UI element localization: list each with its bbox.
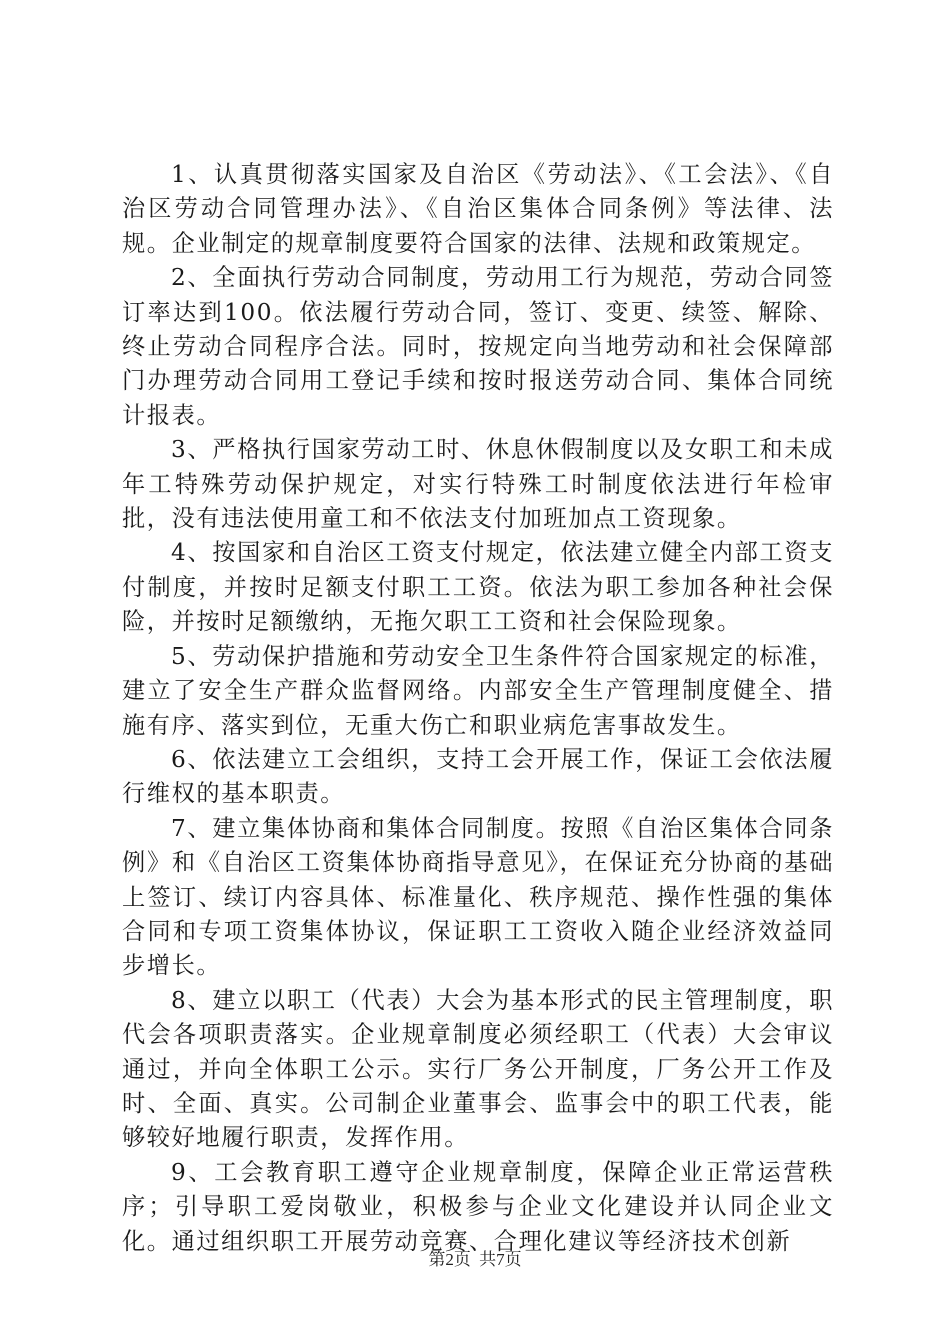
paragraph-1: 1、认真贯彻落实国家及自治区《劳动法》、《工会法》、《自治区劳动合同管理办法》、《自治区集体合同条例》等法律、法规。企业制定的规章制度要符合国家的法律、法规和政策规定。: [122, 161, 834, 257]
paragraph-7: 7、建立集体协商和集体合同制度。按照《自治区集体合同条例》和《自治区工资集体协商指导意见》，在保证充分协商的基础上签订、续订内容具体、标准量化、秩序规范、操作性强的集体合同和专项工资集体协议，保证职工工资收入随企业经济效益同步增长。: [122, 814, 834, 980]
paragraph-3: 3、严格执行国家劳动工时、休息休假制度以及女职工和未成年工特殊劳动保护规定，对实行特殊工时制度依法进行年检审批，没有违法使用童工和不依法支付加班加点工资现象。: [122, 436, 834, 533]
page-footer: [0, 1245, 950, 1270]
paragraph-2: 2、全面执行劳动合同制度，劳动用工行为规范，劳动合同签订率达到100。依法履行劳动合同，签订、变更、续签、解除、终止劳动合同程序合法。同时，按规定向当地劳动和社会保障部门办理劳动合同用工登记手续和按时报送劳动合同、集体合同统计报表。: [122, 264, 834, 429]
paragraph-6: 6、依法建立工会组织，支持工会开展工作，保证工会依法履行维权的基本职责。: [122, 745, 834, 808]
paragraph-9: 9、工会教育职工遵守企业规章制度，保障企业正常运营秩序；引导职工爱岗敬业，积极参与企业文化建设并认同企业文化。通过组织职工开展劳动竞赛、合理化建议等经济技术创新: [122, 1158, 834, 1255]
paragraph-8: 8、建立以职工（代表）大会为基本形式的民主管理制度，职代会各项职责落实。企业规章制度必须经职工（代表）大会审议通过，并向全体职工公示。实行厂务公开制度，厂务公开工作及时、全面、真实。公司制企业董事会、监事会中的职工代表，能够较好地履行职责，发挥作用。: [122, 986, 834, 1152]
document-body: [122, 158, 834, 1259]
paragraph-5: 5、劳动保护措施和劳动安全卫生条件符合国家规定的标准，建立了安全生产群众监督网络。内部安全生产管理制度健全、措施有序、落实到位，无重大伤亡和职业病危害事故发生。: [122, 642, 834, 739]
page-number: 第2页: [428, 1250, 471, 1269]
page-total: 共7页: [479, 1250, 522, 1269]
paragraph-4: 4、按国家和自治区工资支付规定，依法建立健全内部工资支付制度，并按时足额支付职工工资。依法为职工参加各种社会保险，并按时足额缴纳，无拖欠职工工资和社会保险现象。: [122, 539, 834, 636]
